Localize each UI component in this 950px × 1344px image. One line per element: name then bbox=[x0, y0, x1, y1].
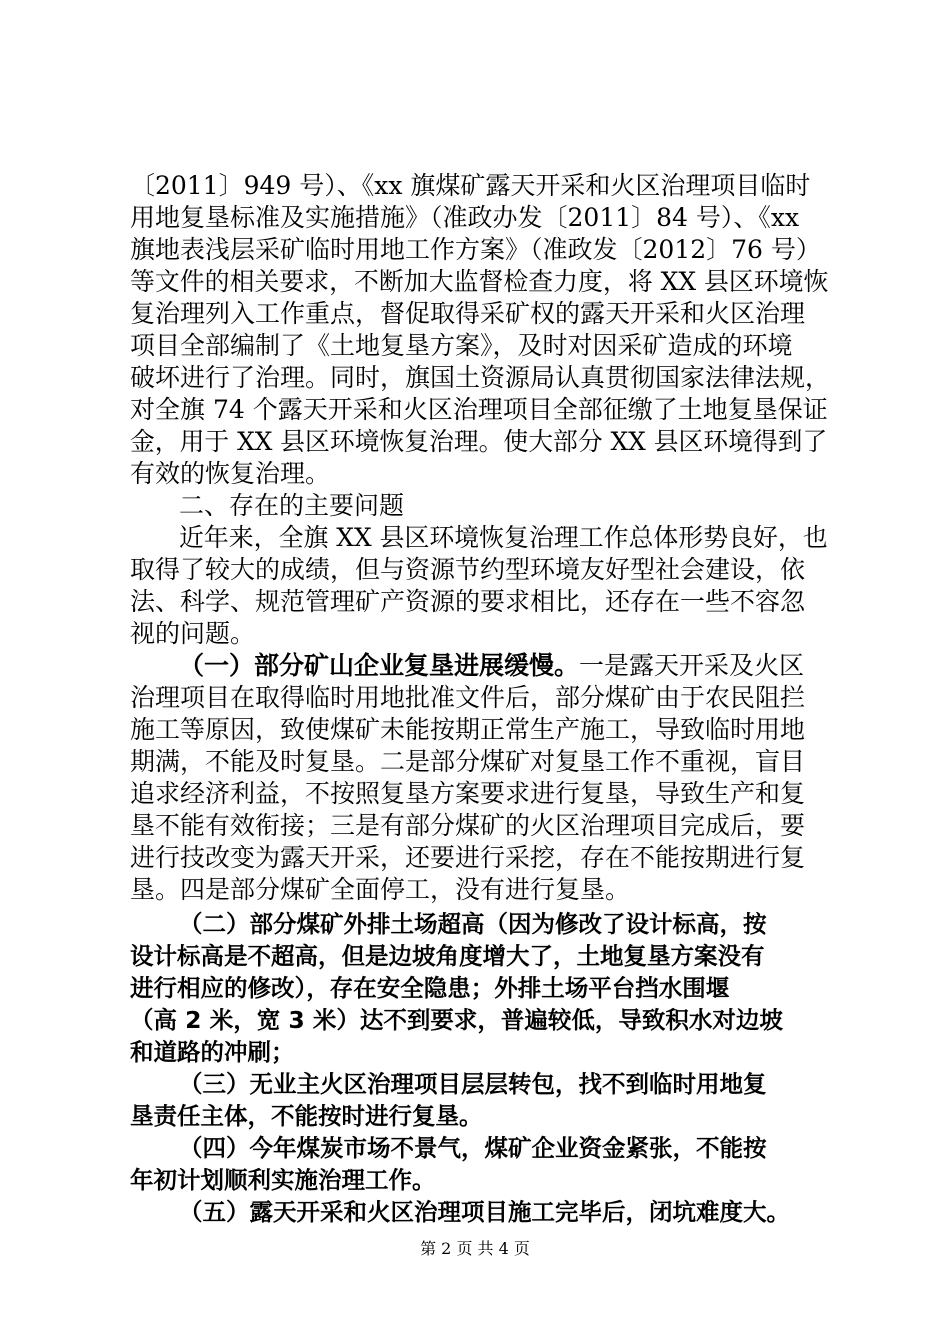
text-line: 垦不能有效衔接；三是有部分煤矿的火区治理项目完成后，要 bbox=[130, 811, 806, 840]
text-line: 项目全部编制了《土地复垦方案》，及时对因采矿造成的环境 bbox=[130, 331, 793, 360]
text-line: 对全旗 74 个露天开采和火区治理项目全部征缴了土地复垦保证 bbox=[130, 395, 828, 424]
text-line: 设计标高是不超高，但是边坡角度增大了，土地复垦方案没有 bbox=[130, 942, 765, 970]
text-line: （四）今年煤炭市场不景气，煤矿企业资金紧张，不能按 bbox=[179, 1134, 767, 1162]
text-line: 期满，不能及时复垦。二是部分煤矿对复垦工作不重视，盲目 bbox=[130, 747, 806, 776]
text-line bbox=[179, 650, 804, 682]
text-line: 取得了较大的成绩，但与资源节约型环境友好型社会建设，依 bbox=[130, 555, 806, 584]
text-line: 追求经济利益，不按照复垦方案要求进行复垦，导致生产和复 bbox=[130, 779, 806, 808]
text-span: 一是露天开采及火区 bbox=[579, 651, 805, 680]
text-line: （二）部分煤矿外排土场超高（因为修改了设计标高，按 bbox=[179, 910, 767, 938]
text-line: 法、科学、规范管理矿产资源的要求相比，还存在一些不容忽 bbox=[130, 587, 806, 616]
text-line: （高 2 米，宽 3 米）达不到要求，普遍较低，导致积水对边坡 bbox=[130, 1006, 783, 1034]
subsection-heading: （一）部分矿山企业复垦进展缓慢。 bbox=[179, 651, 580, 680]
text-line: 旗地表浅层采矿临时用地工作方案》（准政发〔2012〕76 号） bbox=[130, 235, 821, 264]
page-number: 第 2 页 共 4 页 bbox=[420, 1239, 530, 1258]
text-line: （三）无业主火区治理项目层层转包，找不到临时用地复 bbox=[179, 1070, 767, 1098]
text-line: 复治理列入工作重点，督促取得采矿权的露天开采和火区治理 bbox=[130, 299, 806, 328]
text-line: 用地复垦标准及实施措施》（准政办发〔2011〕84 号）、《xx bbox=[130, 203, 800, 232]
text-line: 进行相应的修改），存在安全隐患；外排土场平台挡水围堰 bbox=[130, 974, 730, 1002]
text-line: 年初计划顺利实施治理工作。 bbox=[130, 1166, 436, 1194]
text-line: （五）露天开采和火区治理项目施工完毕后，闭坑难度大。 bbox=[179, 1198, 790, 1226]
text-line: 进行技改变为露天开采，还要进行采挖，存在不能按期进行复 bbox=[130, 843, 806, 872]
text-line: 和道路的冲刷； bbox=[130, 1038, 295, 1066]
text-line: 破坏进行了治理。同时，旗国土资源局认真贯彻国家法律法规， bbox=[130, 363, 831, 392]
text-line: 等文件的相关要求，不断加大监督检查力度，将 XX 县区环境恢 bbox=[130, 267, 829, 296]
text-line: 有效的恢复治理。 bbox=[130, 459, 331, 488]
text-line: 金，用于 XX 县区环境恢复治理。使大部分 XX 县区环境得到了 bbox=[130, 427, 828, 456]
section-heading: 二、存在的主要问题 bbox=[179, 491, 405, 520]
text-line: 垦责任主体，不能按时进行复垦。 bbox=[130, 1102, 483, 1130]
text-line: 〔2011〕949 号）、《xx 旗煤矿露天开采和火区治理项目临时 bbox=[130, 171, 811, 200]
text-line: 垦。四是部分煤矿全面停工，没有进行复垦。 bbox=[130, 875, 631, 904]
text-line: 视的问题。 bbox=[130, 619, 256, 648]
text-line: 近年来，全旗 XX 县区环境恢复治理工作总体形势良好，也 bbox=[179, 523, 828, 552]
text-line: 治理项目在取得临时用地批准文件后，部分煤矿由于农民阻拦 bbox=[130, 683, 806, 712]
text-line: 施工等原因，致使煤矿未能按期正常生产施工，导致临时用地 bbox=[130, 715, 806, 744]
